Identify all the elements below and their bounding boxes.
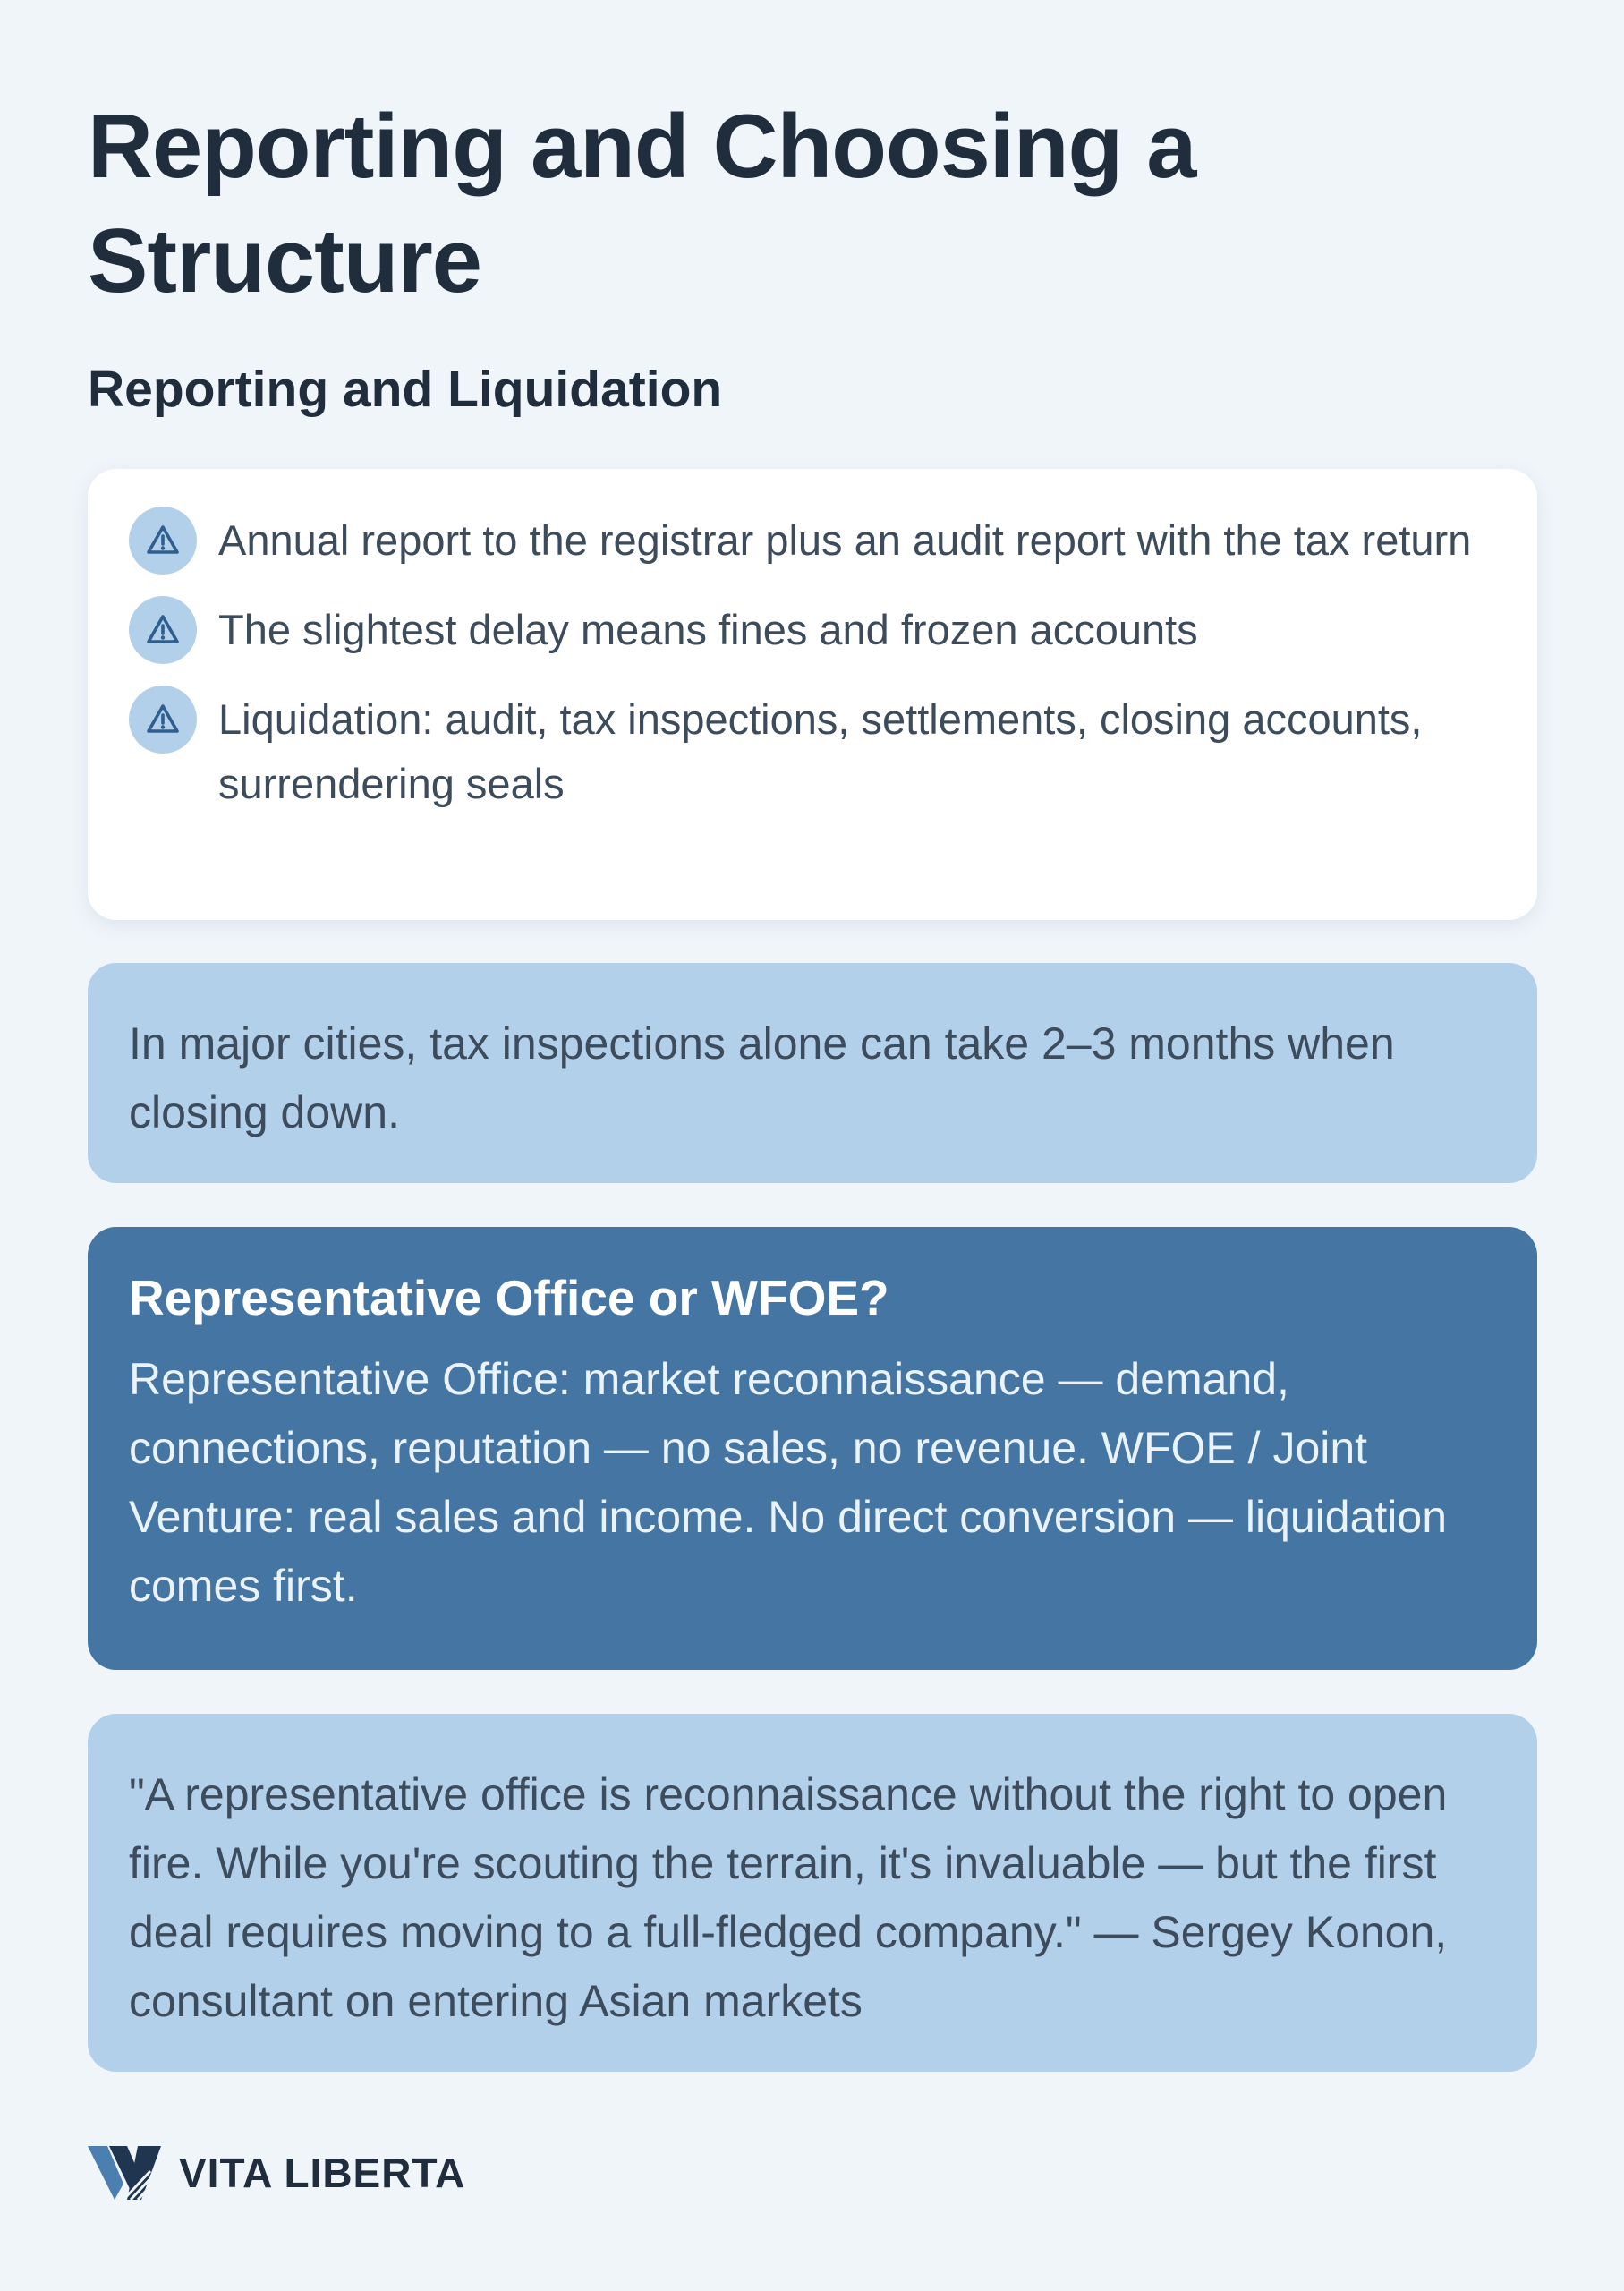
footer	[88, 2142, 465, 2204]
warning-icon	[129, 507, 197, 575]
quote-text: "A representative office is reconnaissance without the right to open fire. While you're scouting the terrain, it's invaluable — but the first deal requires moving to a full-fledged company." — Sergey Konon, consultant on entering Asian markets	[129, 1769, 1448, 2026]
list-item	[129, 596, 1496, 664]
quote-card	[88, 1714, 1537, 2072]
list-item	[129, 686, 1496, 816]
warning-icon	[129, 686, 197, 754]
note-card	[88, 963, 1537, 1183]
brand-name: VITA LIBERTA	[179, 2150, 466, 2196]
page-title: Reporting and Choosing a Structure	[88, 97, 1196, 311]
section-subtitle: Reporting and Liquidation	[88, 361, 723, 418]
structure-card	[88, 1227, 1537, 1670]
requirements-card	[88, 469, 1537, 920]
structure-heading: Representative Office or WFOE?	[129, 1270, 889, 1325]
list-item-text: Liquidation: audit, tax inspections, settlements, closing accounts, surrendering seals	[218, 695, 1423, 807]
structure-text: Representative Office: market reconnaissance — demand, connections, reputation — no sales, no revenue. WFOE / Joint Venture: real sales and income. No direct conversion — liquidation comes first.	[129, 1354, 1448, 1611]
vita-liberta-logo-icon	[88, 2144, 163, 2202]
list-item-text: The slightest delay means fines and frozen accounts	[218, 606, 1198, 653]
note-text: In major cities, tax inspections alone can take 2–3 months when closing down.	[129, 1018, 1395, 1137]
warning-icon	[129, 596, 197, 664]
list-item	[129, 507, 1496, 575]
list-item-text: Annual report to the registrar plus an audit report with the tax return	[218, 516, 1472, 564]
